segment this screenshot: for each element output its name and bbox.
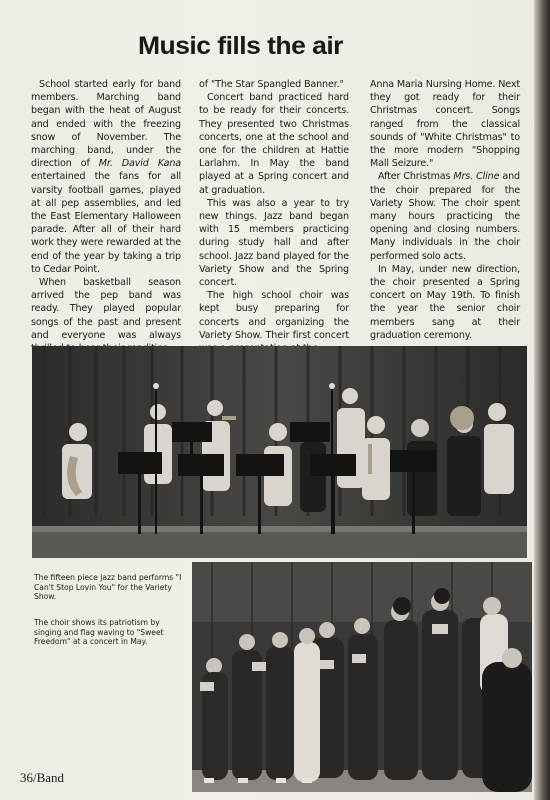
- paragraph: When basketball season arrived the pep band was ready. They played popular songs of the past and present and everyone was always: [31, 277, 181, 341]
- jazz-band-photo-image: [32, 346, 527, 558]
- article-column-3: [370, 78, 520, 342]
- text-span: After Christmas: [378, 171, 451, 183]
- choir-caption: The choir shows its patriotism by singing and flag waving to "Sweet Freedom" at a concert in May.: [34, 618, 164, 647]
- paragraph: [31, 78, 181, 276]
- choir-photo-image: [192, 562, 532, 792]
- binding-edge: [534, 0, 550, 800]
- jazz-band-caption: The fifteen piece jazz band performs "I Can't Stop Lovin You" for the Variety Show.: [34, 573, 182, 602]
- paragraph: In May, under new direction, the choir presented a Spring concert on May 19th. To finish the year the senior choir members sang at their graduation ceremony.: [370, 263, 520, 341]
- director-name: Mrs. Cline: [453, 171, 500, 183]
- text-span: School started early for band members. Marching band began with the heat of August and ended with the freezing snow of November. The marching band, under the direction of: [31, 79, 181, 170]
- jazz-band-photo: [32, 346, 527, 558]
- paragraph: of "The Star Spangled Banner.": [199, 79, 344, 90]
- director-name: Mr. David Kana: [98, 158, 182, 170]
- paragraph: This was also a year to try new things. Jazz band began with 15 members practicing during study hall and after school. Jazz band played for the Variety Show and the Spring concert.: [199, 197, 349, 289]
- page-title: Music fills the air: [138, 32, 343, 60]
- paragraph: Concert band practiced hard to be ready for their concerts. They presented two Christmas concerts, one at the school and one for the children at Hattie Larlahm. In May the band played at a Spring concert and at graduation.: [199, 92, 349, 196]
- choir-photo: [192, 562, 532, 792]
- paragraph: The high school choir was kept busy preparing for concerts and organizing the Variety Show. Their first concert: [199, 290, 349, 341]
- page-folio: 36/Band: [20, 770, 65, 785]
- paragraph: [370, 170, 520, 262]
- article-column-1: [31, 78, 181, 355]
- text-span: and the choir prepared for the Variety Show. The choir spent many hours practicing the opening and closing numbers. Many individuals in the choir performed solo acts.: [370, 171, 520, 262]
- paragraph: Anna Maria Nursing Home. Next they got ready for their Christmas concert. Songs ranged from the classical sounds of "White Christmas" to the more modern "Shopping Mall Seizure.": [370, 79, 520, 170]
- article-column-2: [199, 78, 349, 355]
- text-span: entertained the fans for all varsity football games, played at all pep assemblies, and led the East Elementary Halloween parade. After all of their hard work they were rewarded at the end of the year by taking a trip to Cedar Point.: [31, 171, 181, 275]
